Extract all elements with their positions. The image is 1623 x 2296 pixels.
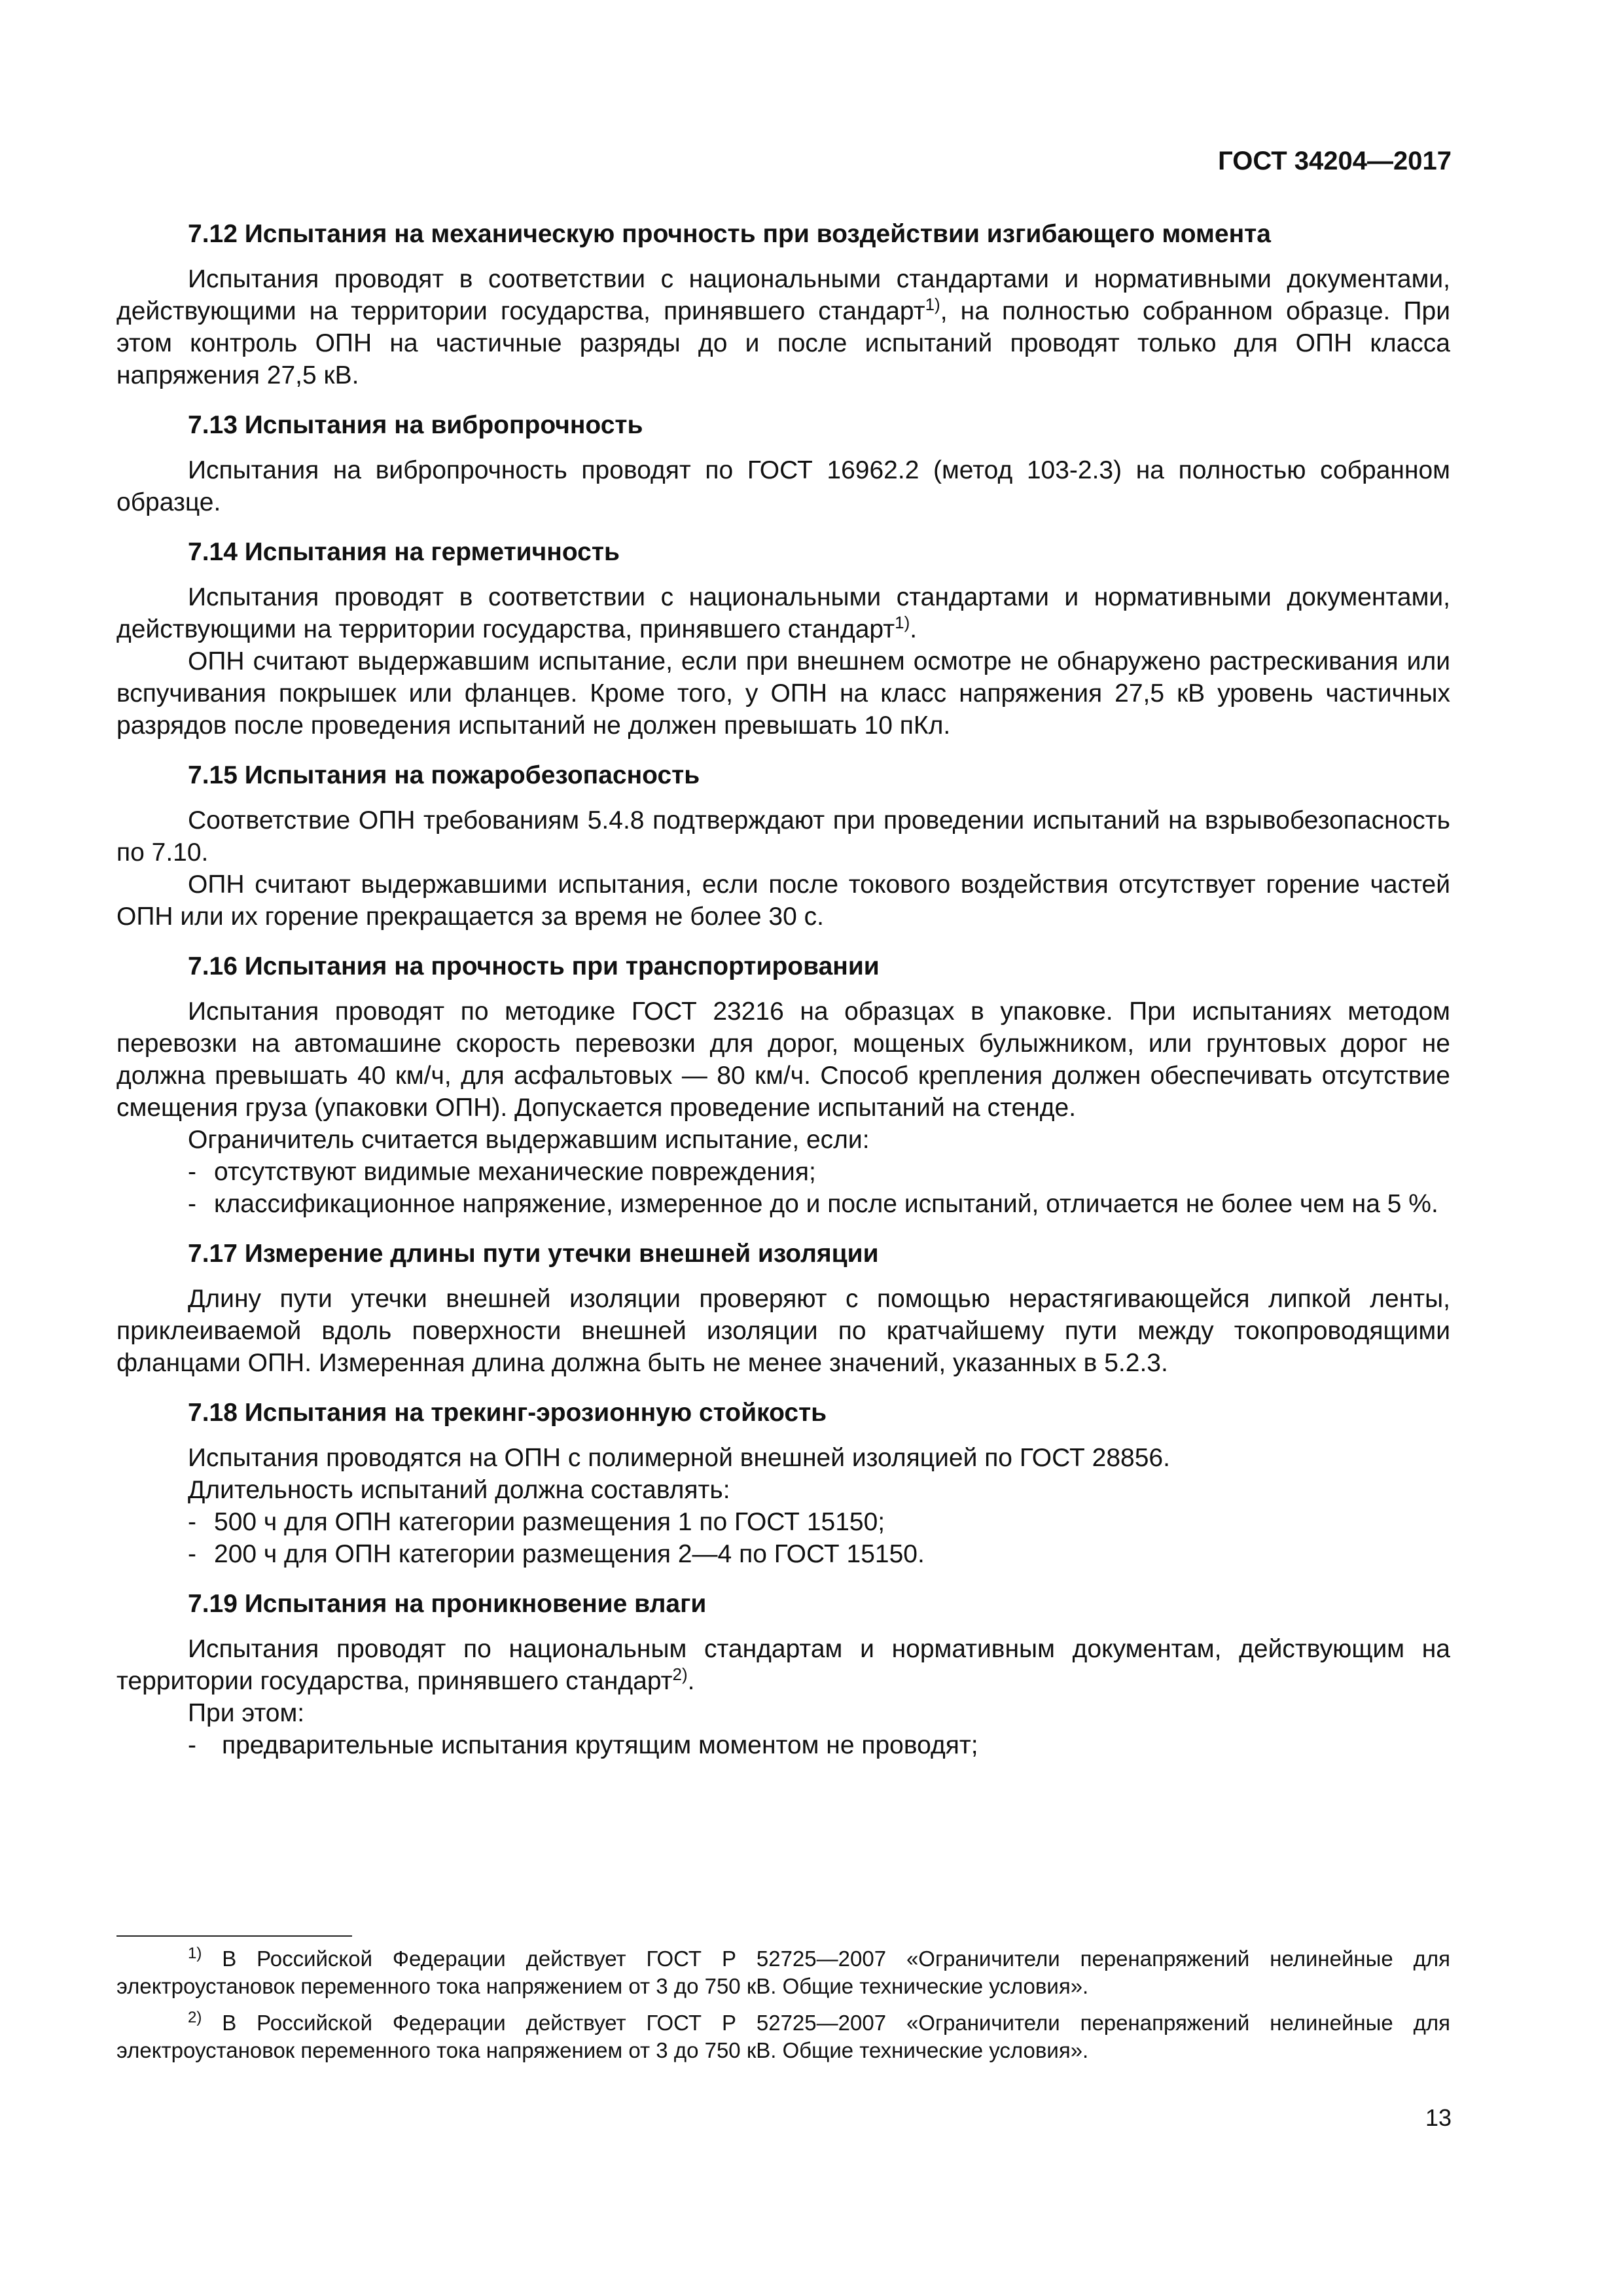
paragraph xyxy=(116,1633,1450,1697)
list-item-text: 500 ч для ОПН категории размещения 1 по ГОСТ 15150; xyxy=(214,1508,885,1536)
list-marker: - xyxy=(188,1190,196,1218)
list-item-text: 200 ч для ОПН категории размещения 2—4 по ГОСТ 15150. xyxy=(214,1540,925,1568)
footnote xyxy=(116,2009,1450,2064)
section-title: 7.12 Испытания на механическую прочность при воздействии изгибающего момента xyxy=(188,220,1271,248)
list-item-text: предварительные испытания крутящим моментом не проводят; xyxy=(222,1731,978,1759)
list-item xyxy=(116,1156,1450,1188)
paragraph-text: Испытания проводят в соответствии с национальными стандартами и нормативными документами, действующими на территории государства, принявшего стандарт xyxy=(116,265,1450,325)
footnote-ref: 2) xyxy=(672,1664,688,1684)
section-title: 7.13 Испытания на вибропрочность xyxy=(188,411,643,439)
section-title: 7.17 Измерение длины пути утечки внешней изоляции xyxy=(188,1240,879,1268)
paragraph xyxy=(116,263,1450,391)
list-marker: - xyxy=(188,1508,196,1536)
section-title: 7.14 Испытания на герметичность xyxy=(188,538,620,566)
paragraph: Испытания на вибропрочность проводят по ГОСТ 16962.2 (метод 103-2.3) на полностью собранном образце. xyxy=(116,456,1450,516)
paragraph xyxy=(116,581,1450,645)
list-marker: - xyxy=(188,1540,196,1568)
paragraph: Испытания проводят по методике ГОСТ 23216 на образцах в упаковке. При испытаниях методом перевозки на автомашине скорость перевозки для дорог, мощеных булыжником, или грунтовых дорог не должна превышать 40 км/ч, для асфальтовых — 80 км/ч. Способ крепления должен обеспечивать отсутствие смещения груза (упаковки ОПН). Допускается проведение испытаний на стенде. xyxy=(116,997,1450,1122)
section-7-15 xyxy=(116,759,1450,933)
footnote-text: В Российской Федерации действует ГОСТ Р 52725—2007 «Ограничители перенапряжений нелинейные для электроустановок переменного тока напряжением от 3 до 750 кВ. Общие технические условия». xyxy=(116,2011,1450,2062)
list-item-text: классификационное напряжение, измеренное до и после испытаний, отличается не более чем на 5 %. xyxy=(214,1190,1438,1218)
paragraph: ОПН считают выдержавшими испытания, если после токового воздействия отсутствует горение частей ОПН или их горение прекращается за время не более 30 с. xyxy=(116,870,1450,931)
section-7-17 xyxy=(116,1237,1450,1379)
paragraph: ОПН считают выдержавшим испытание, если при внешнем осмотре не обнаружено растрескивания или вспучивания покрышек или фланцев. Кроме того, у ОПН на класс напряжения 27,5 кВ уровень частичных разрядов после проведения испытаний не должен превышать 10 пКл. xyxy=(116,647,1450,740)
paragraph: При этом: xyxy=(188,1699,305,1727)
footnotes xyxy=(116,1945,1450,2073)
footnote-text: В Российской Федерации действует ГОСТ Р 52725—2007 «Ограничители перенапряжений нелинейные для электроустановок переменного тока напряжением от 3 до 750 кВ. Общие технические условия». xyxy=(116,1946,1450,1998)
paragraph-text: . xyxy=(910,615,918,643)
footnote-ref: 1) xyxy=(925,295,940,314)
section-7-12 xyxy=(116,217,1450,391)
paragraph: Ограничитель считается выдержавшим испытание, если: xyxy=(188,1126,870,1154)
section-title: 7.16 Испытания на прочность при транспортировании xyxy=(188,952,880,980)
section-7-13 xyxy=(116,408,1450,518)
document-header: ГОСТ 34204—2017 xyxy=(1218,147,1452,175)
footnote-ref: 1) xyxy=(895,613,910,632)
list-item xyxy=(116,1506,1450,1538)
list-item xyxy=(116,1538,1450,1570)
section-7-14 xyxy=(116,535,1450,742)
list-item-text: отсутствуют видимые механические повреждения; xyxy=(214,1158,816,1186)
paragraph: Длительность испытаний должна составлять: xyxy=(188,1476,730,1504)
paragraph-text: . xyxy=(687,1667,695,1695)
page-number: 13 xyxy=(1425,2104,1452,2131)
footnote-mark: 1) xyxy=(188,1945,202,1962)
section-7-19 xyxy=(116,1587,1450,1761)
section-title: 7.18 Испытания на трекинг-эрозионную стойкость xyxy=(188,1399,827,1427)
section-7-16 xyxy=(116,950,1450,1220)
paragraph-text: Испытания проводят по национальным стандартам и нормативным документам, действующим на территории государства, принявшего стандарт xyxy=(116,1635,1450,1695)
list-item xyxy=(116,1188,1450,1220)
footnote-mark: 2) xyxy=(188,2009,202,2026)
paragraph: Испытания проводятся на ОПН с полимерной внешней изоляцией по ГОСТ 28856. xyxy=(188,1444,1170,1472)
section-7-18 xyxy=(116,1396,1450,1570)
footnote-separator xyxy=(116,1935,352,1937)
section-title: 7.19 Испытания на проникновение влаги xyxy=(188,1590,707,1618)
list-marker: - xyxy=(188,1158,196,1186)
paragraph: Соответствие ОПН требованиям 5.4.8 подтверждают при проведении испытаний на взрывобезопасность по 7.10. xyxy=(116,806,1450,867)
paragraph-text: Испытания проводят в соответствии с национальными стандартами и нормативными документами, действующими на территории государства, принявшего стандарт xyxy=(116,583,1450,643)
list-item xyxy=(116,1729,1450,1761)
section-title: 7.15 Испытания на пожаробезопасность xyxy=(188,761,700,789)
document-body xyxy=(116,217,1450,1778)
footnote xyxy=(116,1945,1450,2000)
list-marker: - xyxy=(188,1731,196,1759)
paragraph-text: , на полностью собранном образце. При этом контроль ОПН на частичные разряды до и после испытаний проводят только для ОПН класса напряжения 27,5 кВ. xyxy=(116,297,1450,389)
paragraph: Длину пути утечки внешней изоляции проверяют с помощью нерастягивающейся липкой ленты, приклеиваемой вдоль поверхности внешней изоляции по кратчайшему пути между токопроводящими фланцами ОПН. Измеренная длина должна быть не менее значений, указанных в 5.2.3. xyxy=(116,1285,1450,1377)
